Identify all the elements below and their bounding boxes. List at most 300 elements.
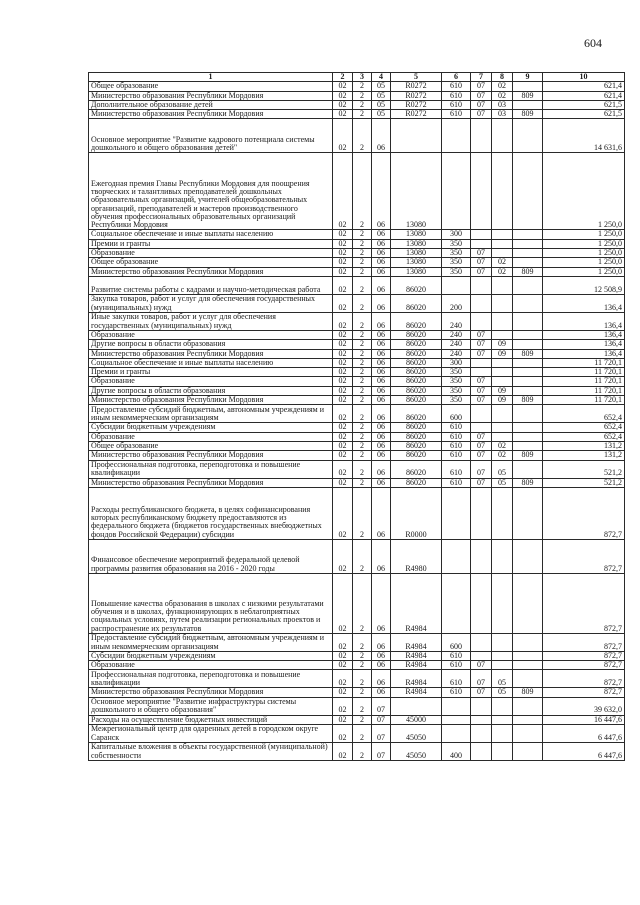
code-cell (513, 100, 543, 109)
code-cell: 86020 (391, 330, 442, 339)
code-cell: 350 (442, 377, 471, 386)
table-row (89, 743, 625, 761)
code-cell: 610 (442, 82, 471, 91)
row-label: Министерство образования Республики Мордовия (89, 110, 333, 119)
column-header: 2 (333, 73, 353, 82)
code-cell: 350 (442, 239, 471, 248)
code-cell: 07 (471, 82, 492, 91)
code-cell (513, 460, 543, 478)
code-cell (471, 651, 492, 660)
code-cell: 610 (442, 110, 471, 119)
table-row (89, 153, 625, 230)
code-cell: 2 (353, 239, 372, 248)
amount-cell: 521,2 (543, 478, 625, 487)
code-cell (492, 651, 513, 660)
table-row (89, 100, 625, 109)
code-cell: 07 (471, 100, 492, 109)
code-cell (492, 423, 513, 432)
table-row (89, 349, 625, 358)
code-cell: 07 (471, 330, 492, 339)
amount-cell: 872,7 (543, 670, 625, 688)
code-cell (442, 487, 471, 539)
code-cell: 2 (353, 487, 372, 539)
code-cell: 02 (333, 633, 353, 651)
table-row (89, 441, 625, 450)
code-cell: 06 (372, 423, 391, 432)
code-cell: 86020 (391, 451, 442, 460)
table-row (89, 396, 625, 405)
amount-cell: 621,4 (543, 82, 625, 91)
code-cell: 06 (372, 478, 391, 487)
code-cell (471, 405, 492, 423)
code-cell: 06 (372, 368, 391, 377)
code-cell: 06 (372, 239, 391, 248)
code-cell: 13080 (391, 239, 442, 248)
row-label: Основное мероприятие "Развитие кадрового потенциала системы дошкольного и общего образования детей" (89, 119, 333, 153)
amount-cell: 6 447,6 (543, 725, 625, 743)
code-cell: 06 (372, 633, 391, 651)
code-cell: 06 (372, 487, 391, 539)
amount-cell: 621,5 (543, 100, 625, 109)
code-cell: R4984 (391, 688, 442, 697)
table-row (89, 715, 625, 724)
code-cell (492, 661, 513, 670)
code-cell: 2 (353, 276, 372, 294)
code-cell (442, 697, 471, 715)
code-cell: R4980 (391, 539, 442, 573)
code-cell: 809 (513, 451, 543, 460)
code-cell: 02 (333, 478, 353, 487)
page-number: 604 (584, 36, 602, 50)
table-row (89, 633, 625, 651)
amount-cell: 872,7 (543, 688, 625, 697)
code-cell: 809 (513, 110, 543, 119)
row-label: Расходы на осуществление бюджетных инвестиций (89, 715, 333, 724)
code-cell: 610 (442, 423, 471, 432)
code-cell: 06 (372, 539, 391, 573)
code-cell: 2 (353, 377, 372, 386)
table-row (89, 386, 625, 395)
code-cell: 86020 (391, 386, 442, 395)
code-cell: 610 (442, 688, 471, 697)
column-header: 3 (353, 73, 372, 82)
code-cell: 07 (372, 697, 391, 715)
code-cell: 610 (442, 100, 471, 109)
amount-cell: 1 250,0 (543, 230, 625, 239)
code-cell: 06 (372, 330, 391, 339)
code-cell: 2 (353, 358, 372, 367)
code-cell: 09 (492, 396, 513, 405)
code-cell: 2 (353, 478, 372, 487)
row-label: Министерство образования Республики Мордовия (89, 478, 333, 487)
code-cell: 86020 (391, 441, 442, 450)
code-cell: 06 (372, 386, 391, 395)
code-cell: 13080 (391, 258, 442, 267)
code-cell: 02 (333, 368, 353, 377)
column-header: 8 (492, 73, 513, 82)
code-cell (513, 539, 543, 573)
code-cell: 45050 (391, 725, 442, 743)
row-label: Общее образование (89, 82, 333, 91)
code-cell: 07 (471, 267, 492, 276)
code-cell (513, 725, 543, 743)
code-cell: 2 (353, 153, 372, 230)
code-cell: 06 (372, 340, 391, 349)
table-row (89, 478, 625, 487)
table-row (89, 294, 625, 312)
code-cell: 13080 (391, 249, 442, 258)
code-cell: 86020 (391, 396, 442, 405)
code-cell: 02 (333, 100, 353, 109)
code-cell: 200 (442, 294, 471, 312)
code-cell: 86020 (391, 349, 442, 358)
code-cell (471, 276, 492, 294)
row-label: Межрегиональный центр для одаренных детей в городском округе Саранск (89, 725, 333, 743)
code-cell (492, 539, 513, 573)
row-label: Образование (89, 432, 333, 441)
amount-cell: 872,7 (543, 487, 625, 539)
code-cell (513, 258, 543, 267)
table-row (89, 267, 625, 276)
code-cell: 02 (333, 651, 353, 660)
row-label: Образование (89, 377, 333, 386)
code-cell: 2 (353, 670, 372, 688)
code-cell: 610 (442, 661, 471, 670)
code-cell: 06 (372, 405, 391, 423)
code-cell: 03 (492, 100, 513, 109)
code-cell: R4984 (391, 633, 442, 651)
code-cell: 610 (442, 651, 471, 660)
code-cell: 2 (353, 651, 372, 660)
code-cell: 07 (471, 432, 492, 441)
code-cell: 86020 (391, 276, 442, 294)
code-cell: 02 (333, 153, 353, 230)
amount-cell: 131,2 (543, 441, 625, 450)
code-cell: 07 (372, 715, 391, 724)
row-label: Основное мероприятие "Развитие инфраструктуры системы дошкольного и общего образования" (89, 697, 333, 715)
code-cell: 2 (353, 110, 372, 119)
table-row (89, 451, 625, 460)
code-cell: 600 (442, 633, 471, 651)
code-cell: 86020 (391, 478, 442, 487)
row-label: Министерство образования Республики Мордовия (89, 451, 333, 460)
amount-cell: 1 250,0 (543, 258, 625, 267)
code-cell: 2 (353, 432, 372, 441)
code-cell: 07 (471, 661, 492, 670)
table-header-row (89, 73, 625, 82)
code-cell: 13080 (391, 153, 442, 230)
code-cell: 06 (372, 358, 391, 367)
table-row (89, 91, 625, 100)
table-row (89, 688, 625, 697)
amount-cell: 652,4 (543, 432, 625, 441)
code-cell: 06 (372, 651, 391, 660)
code-cell: 240 (442, 340, 471, 349)
code-cell: 350 (442, 396, 471, 405)
code-cell: 02 (333, 688, 353, 697)
code-cell: 86020 (391, 340, 442, 349)
code-cell: 02 (333, 386, 353, 395)
code-cell: 06 (372, 230, 391, 239)
code-cell: R0000 (391, 487, 442, 539)
code-cell: 02 (333, 258, 353, 267)
code-cell: 02 (333, 451, 353, 460)
row-label: Развитие системы работы с кадрами и научно-методическая работа (89, 276, 333, 294)
code-cell: 09 (492, 349, 513, 358)
table-row (89, 249, 625, 258)
code-cell (492, 358, 513, 367)
row-label: Социальное обеспечение и иные выплаты населению (89, 230, 333, 239)
code-cell (513, 119, 543, 153)
code-cell: R0272 (391, 110, 442, 119)
code-cell: 240 (442, 312, 471, 330)
code-cell: 05 (372, 82, 391, 91)
table-row (89, 539, 625, 573)
row-label: Министерство образования Республики Мордовия (89, 349, 333, 358)
code-cell: 02 (333, 377, 353, 386)
code-cell: 350 (442, 249, 471, 258)
code-cell: 05 (492, 460, 513, 478)
code-cell: 06 (372, 267, 391, 276)
code-cell: 2 (353, 451, 372, 460)
row-label: Премии и гранты (89, 239, 333, 248)
amount-cell: 136,4 (543, 349, 625, 358)
code-cell (513, 432, 543, 441)
code-cell: 09 (492, 340, 513, 349)
code-cell: 06 (372, 249, 391, 258)
code-cell: 06 (372, 294, 391, 312)
code-cell: 2 (353, 249, 372, 258)
code-cell: 06 (372, 119, 391, 153)
row-label: Предоставление субсидий бюджетным, автономным учреждениям и иным некоммерческим организациям (89, 633, 333, 651)
code-cell: 610 (442, 432, 471, 441)
amount-cell: 1 250,0 (543, 239, 625, 248)
code-cell: 2 (353, 386, 372, 395)
code-cell: 350 (442, 267, 471, 276)
code-cell (492, 330, 513, 339)
row-label: Субсидии бюджетным учреждениям (89, 651, 333, 660)
amount-cell: 1 250,0 (543, 267, 625, 276)
code-cell: 06 (372, 460, 391, 478)
code-cell: 86020 (391, 294, 442, 312)
code-cell (513, 441, 543, 450)
amount-cell: 872,7 (543, 633, 625, 651)
code-cell (513, 670, 543, 688)
code-cell: 809 (513, 91, 543, 100)
code-cell: 02 (333, 340, 353, 349)
code-cell: 809 (513, 478, 543, 487)
row-label: Министерство образования Республики Мордовия (89, 396, 333, 405)
code-cell: 02 (333, 405, 353, 423)
code-cell (492, 487, 513, 539)
code-cell: 02 (492, 451, 513, 460)
code-cell: 02 (333, 697, 353, 715)
table-row (89, 358, 625, 367)
amount-cell: 652,4 (543, 423, 625, 432)
column-header: 9 (513, 73, 543, 82)
code-cell: R4984 (391, 651, 442, 660)
code-cell (442, 276, 471, 294)
code-cell: 610 (442, 460, 471, 478)
amount-cell: 11 720,1 (543, 358, 625, 367)
code-cell (442, 573, 471, 633)
code-cell (492, 725, 513, 743)
code-cell: 02 (492, 91, 513, 100)
row-label: Премии и гранты (89, 368, 333, 377)
code-cell: 06 (372, 377, 391, 386)
row-label: Иные закупки товаров, работ и услуг для обеспечения государственных (муниципальных) нужд (89, 312, 333, 330)
amount-cell: 872,7 (543, 651, 625, 660)
code-cell: 300 (442, 230, 471, 239)
amount-cell: 521,2 (543, 460, 625, 478)
code-cell: R4984 (391, 661, 442, 670)
code-cell: 610 (442, 478, 471, 487)
code-cell: 809 (513, 688, 543, 697)
code-cell (513, 377, 543, 386)
code-cell: 350 (442, 386, 471, 395)
amount-cell: 621,4 (543, 91, 625, 100)
table-row (89, 651, 625, 660)
code-cell (492, 294, 513, 312)
row-label: Общее образование (89, 258, 333, 267)
code-cell: 02 (333, 82, 353, 91)
code-cell (471, 487, 492, 539)
code-cell: 07 (372, 743, 391, 761)
code-cell: 02 (333, 349, 353, 358)
code-cell: 2 (353, 267, 372, 276)
code-cell: 02 (333, 715, 353, 724)
code-cell: 02 (333, 725, 353, 743)
code-cell: 07 (471, 460, 492, 478)
code-cell (513, 715, 543, 724)
code-cell (492, 715, 513, 724)
code-cell (442, 715, 471, 724)
row-label: Субсидии бюджетным учреждениям (89, 423, 333, 432)
code-cell: R4984 (391, 573, 442, 633)
code-cell: 02 (333, 91, 353, 100)
code-cell: 02 (333, 432, 353, 441)
code-cell (513, 405, 543, 423)
code-cell (492, 377, 513, 386)
code-cell (492, 312, 513, 330)
code-cell (391, 119, 442, 153)
code-cell (391, 697, 442, 715)
row-label: Образование (89, 330, 333, 339)
code-cell: 2 (353, 119, 372, 153)
code-cell (513, 697, 543, 715)
code-cell: 02 (333, 487, 353, 539)
code-cell: 2 (353, 405, 372, 423)
code-cell: 2 (353, 715, 372, 724)
code-cell: 86020 (391, 377, 442, 386)
code-cell: 06 (372, 441, 391, 450)
table-row (89, 423, 625, 432)
code-cell: 02 (333, 110, 353, 119)
code-cell: 2 (353, 697, 372, 715)
code-cell: 02 (492, 82, 513, 91)
amount-cell: 12 508,9 (543, 276, 625, 294)
code-cell: 07 (471, 396, 492, 405)
code-cell: 2 (353, 396, 372, 405)
code-cell: 07 (471, 249, 492, 258)
code-cell: 07 (471, 478, 492, 487)
table-row (89, 661, 625, 670)
code-cell: R4984 (391, 670, 442, 688)
code-cell: 02 (333, 358, 353, 367)
code-cell: 02 (333, 294, 353, 312)
code-cell: 06 (372, 276, 391, 294)
code-cell: 2 (353, 743, 372, 761)
table-row (89, 276, 625, 294)
code-cell: 07 (471, 377, 492, 386)
code-cell: 07 (471, 258, 492, 267)
table-row (89, 368, 625, 377)
code-cell (513, 330, 543, 339)
code-cell: 600 (442, 405, 471, 423)
code-cell (492, 230, 513, 239)
code-cell: 86020 (391, 312, 442, 330)
row-label: Дополнительное образование детей (89, 100, 333, 109)
code-cell (513, 743, 543, 761)
code-cell (471, 294, 492, 312)
row-label: Профессиональная подготовка, переподготовка и повышение квалификации (89, 460, 333, 478)
code-cell (492, 432, 513, 441)
amount-cell: 136,4 (543, 340, 625, 349)
code-cell: 2 (353, 349, 372, 358)
amount-cell: 39 632,0 (543, 697, 625, 715)
amount-cell: 6 447,6 (543, 743, 625, 761)
code-cell: 05 (372, 110, 391, 119)
code-cell: R0272 (391, 91, 442, 100)
code-cell: 02 (333, 743, 353, 761)
code-cell (513, 249, 543, 258)
table-row (89, 239, 625, 248)
code-cell: 06 (372, 396, 391, 405)
code-cell: 2 (353, 368, 372, 377)
code-cell (513, 340, 543, 349)
code-cell: 2 (353, 330, 372, 339)
code-cell: 2 (353, 82, 372, 91)
code-cell: 07 (372, 725, 391, 743)
code-cell (492, 276, 513, 294)
code-cell: 07 (471, 340, 492, 349)
code-cell: 06 (372, 451, 391, 460)
code-cell (471, 239, 492, 248)
code-cell (442, 539, 471, 573)
amount-cell: 11 720,1 (543, 396, 625, 405)
code-cell (513, 239, 543, 248)
code-cell: 86020 (391, 368, 442, 377)
code-cell: 400 (442, 743, 471, 761)
table-row (89, 312, 625, 330)
code-cell: 05 (492, 478, 513, 487)
code-cell: 02 (333, 460, 353, 478)
code-cell (492, 405, 513, 423)
row-label: Другие вопросы в области образования (89, 386, 333, 395)
code-cell: 610 (442, 451, 471, 460)
code-cell: 2 (353, 539, 372, 573)
code-cell: 240 (442, 349, 471, 358)
code-cell (513, 153, 543, 230)
code-cell: 2 (353, 573, 372, 633)
table-row (89, 82, 625, 91)
code-cell: 02 (333, 441, 353, 450)
amount-cell: 872,7 (543, 573, 625, 633)
amount-cell: 872,7 (543, 661, 625, 670)
code-cell (513, 368, 543, 377)
code-cell (492, 697, 513, 715)
column-header: 5 (391, 73, 442, 82)
